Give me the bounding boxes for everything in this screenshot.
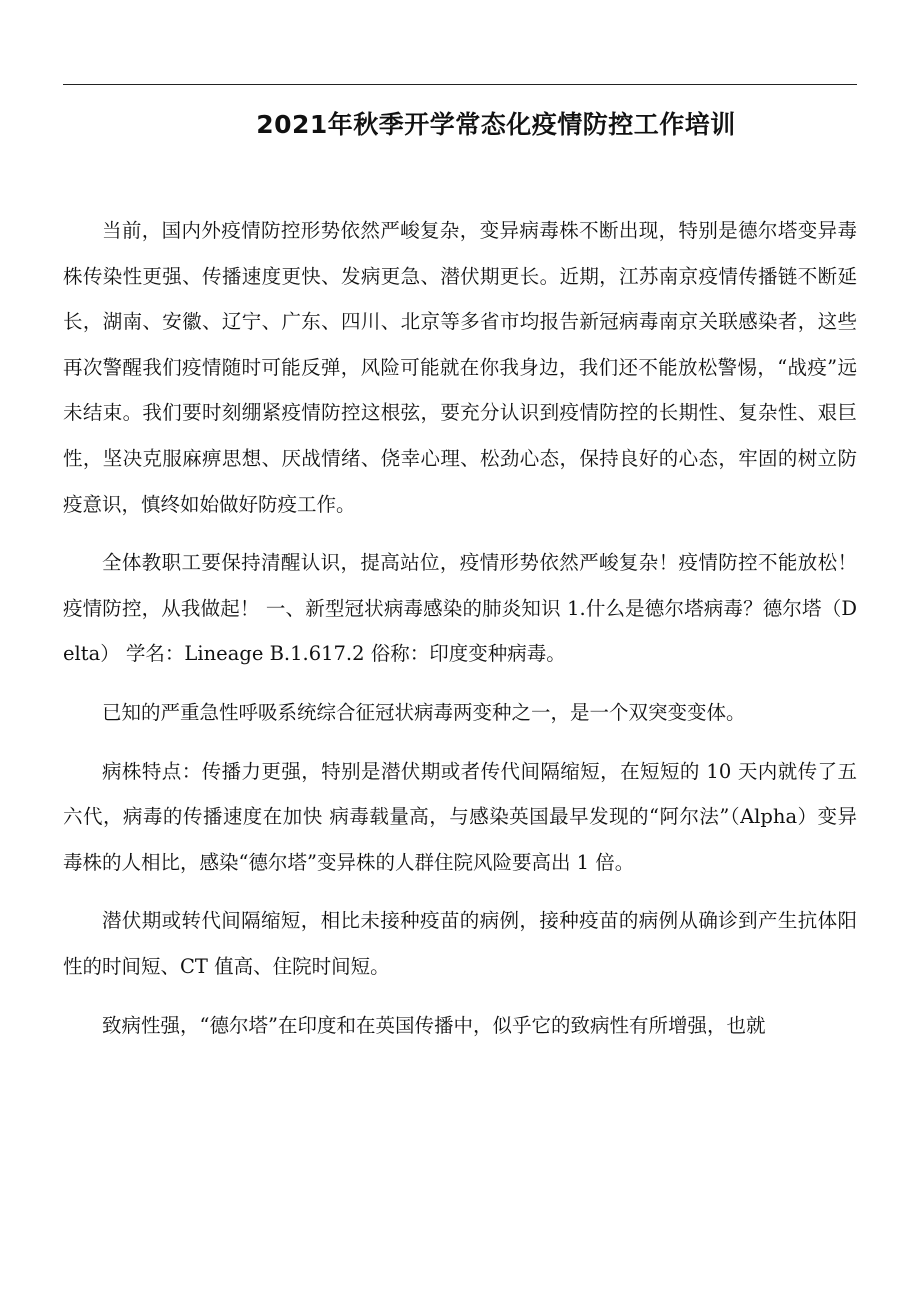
paragraph-1: 当前，国内外疫情防控形势依然严峻复杂，变异病毒株不断出现，特别是德尔塔变异毒株传染性更强、传播速度更快、发病更急、潜伏期更长。近期，江苏南京疫情传播链不断延长，湖南、安徽、辽宁、广东、四川、北京等多省市均报告新冠病毒南京关联感染者，这些再次警醒我们疫情随时可能反弹，风险可能就在你我身边，我们还不能放松警惕，“战疫”远未结束。我们要时刻绷紧疫情防控这根弦，要充分认识到疫情防控的长期性、复杂性、艰巨性，坚决克服麻痹思想、厌战情绪、侥幸心理、松劲心态，保持良好的心态，牢固的树立防疫意识，慎终如始做好防疫工作。 [63, 219, 857, 516]
document-title: 2021年秋季开学常态化疫情防控工作培训 [256, 109, 736, 139]
document-body [63, 208, 857, 1048]
paragraph-6: 致病性强，“德尔塔”在印度和在英国传播中，似乎它的致病性有所增强，也就 [102, 1013, 766, 1037]
paragraph-3: 已知的严重急性呼吸系统综合征冠状病毒两变种之一，是一个双突变变体。 [102, 700, 746, 724]
paragraph-5: 潜伏期或转代间隔缩短，相比未接种疫苗的病例，接种疫苗的病例从确诊到产生抗体阳性的时间短、CT 值高、住院时间短。 [63, 909, 857, 978]
paragraph-4: 病株特点：传播力更强，特别是潜伏期或者传代间隔缩短，在短短的 10 天内就传了五六代，病毒的传播速度在加快 病毒载量高，与感染英国最早发现的“阿尔法”（Alpha）变异毒株的人相比，感染“德尔塔”变异株的人群住院风险要高出 1 倍。 [63, 759, 857, 874]
header-rule [63, 84, 857, 85]
paragraph-2: 全体教职工要保持清醒认识，提高站位，疫情形势依然严峻复杂！疫情防控不能放松！疫情防控，从我做起！ 一、新型冠状病毒感染的肺炎知识 1.什么是德尔塔病毒？德尔塔（Delta） 学名：Lineage B.1.617.2 俗称：印度变种病毒。 [63, 551, 857, 666]
